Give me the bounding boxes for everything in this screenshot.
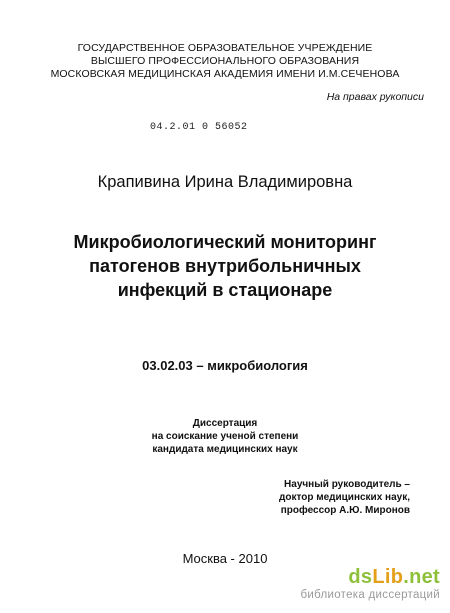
institution-line: МОСКОВСКАЯ МЕДИЦИНСКАЯ АКАДЕМИЯ ИМЕНИ И.М.СЕЧЕНОВА: [50, 68, 400, 80]
watermark-logo: [300, 566, 440, 588]
degree-line: Диссертация: [192, 418, 258, 429]
specialty-code: 03.02.03 – микробиология: [142, 358, 308, 373]
title-line: инфекций в стационаре: [117, 280, 333, 300]
logo-part-net: .net: [403, 566, 440, 588]
logo-part-lib: Lib: [372, 566, 404, 588]
title-line: Микробиологический мониторинг: [73, 232, 377, 252]
degree-statement: [0, 417, 450, 456]
institution-line: ГОСУДАРСТВЕННОЕ ОБРАЗОВАТЕЛЬНОЕ УЧРЕЖДЕНИЕ: [77, 42, 373, 54]
logo-part-ds: ds: [348, 566, 373, 588]
institution-header: [0, 42, 450, 81]
registration-stamp: 04.2.01 0 56052: [150, 122, 248, 133]
title-line: патогенов внутрибольничных: [89, 256, 361, 276]
watermark[interactable]: [300, 566, 440, 602]
watermark-subtitle: библиотека диссертаций: [300, 589, 440, 601]
author-name: Крапивина Ирина Владимировна: [97, 173, 353, 191]
institution-line: ВЫСШЕГО ПРОФЕССИОНАЛЬНОГО ОБРАЗОВАНИЯ: [90, 55, 360, 67]
degree-line: кандидата медицинских наук: [152, 444, 298, 455]
degree-line: на соискание ученой степени: [151, 431, 299, 442]
rights-note: На правах рукописи: [326, 91, 424, 103]
supervisor-line: доктор медицинских наук,: [278, 492, 410, 503]
city-year: Москва - 2010: [182, 551, 268, 566]
dissertation-title: [0, 230, 450, 302]
supervisor-block: [279, 478, 410, 517]
supervisor-line: профессор А.Ю. Миронов: [280, 505, 410, 516]
supervisor-line: Научный руководитель –: [284, 479, 410, 490]
